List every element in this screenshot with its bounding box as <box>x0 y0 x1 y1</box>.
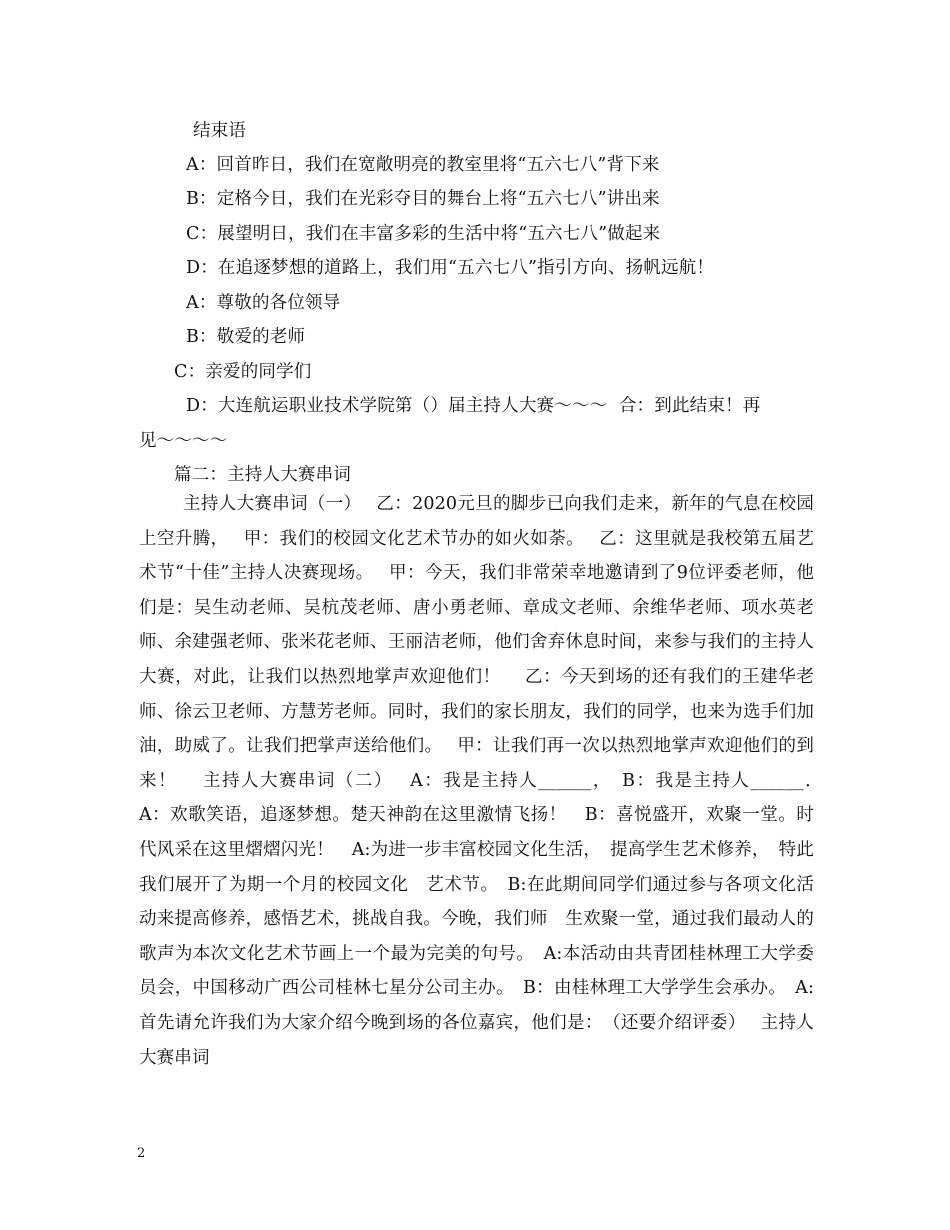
section-heading: 篇二：主持人大赛串词 <box>174 465 351 485</box>
dialogue-line-d-dream: D：在追逐梦想的道路上，我们用“五六七八”指引方向、扬帆远航！ <box>186 258 715 278</box>
dialogue-line-c-students: C：亲爱的同学们 <box>174 362 312 382</box>
page-number: 2 <box>137 1146 146 1161</box>
closing-heading: 结束语 <box>193 121 247 141</box>
dialogue-line-goodbye: 见～～～～ <box>139 431 228 451</box>
dialogue-line-a-leaders: A：尊敬的各位领导 <box>186 293 341 313</box>
dialogue-line-b-teachers: B：敬爱的老师 <box>186 327 306 347</box>
dialogue-line-b-today: B：定格今日，我们在光彩夺目的舞台上将“五六七八”讲出来 <box>186 189 660 209</box>
dialogue-line-d-ending: D：大连航运职业技术学院第（）届主持人大赛～～～ 合：到此结束！再 <box>186 396 761 416</box>
dialogue-line-c-tomorrow: C：展望明日，我们在丰富多彩的生活中将“五六七八”做起来 <box>186 224 661 244</box>
dialogue-line-a-yesterday: A：回首昨日，我们在宽敞明亮的教室里将“五六七八”背下来 <box>186 155 660 175</box>
body-paragraph: 主持人大赛串词（一） 乙：2020元旦的脚步已向我们走来，新年的气息在校园上空升腾， 甲：我们的校园文化艺术节办的如火如荼。 乙：这里就是我校第五届艺术节“十佳”主持人决赛现场。 甲：今天，我们非常荣幸地邀请到了9位评委老师，他们是：吴生动老师、吴杭茂老师、唐小勇老师、章成文老师、余维华老师、项水英老师、余建强老师、张米花老师、王丽洁老师，他们舍弃休息时间，来参与我们的主持人大赛，对此，让我们以热烈地掌声欢迎他们！ 乙：今天到场的还有我们的王建华老师、徐云卫老师、方慧芳老师。同时，我们的家长朋友，我们的同学，也来为选手们加油，助威了。让我们把掌声送给他们。 甲：让我们再一次以热烈地掌声欢迎他们的到来！ 主持人大赛串词（二） A：我是主持人______， B：我是主持人______． A：欢歌笑语，追逐梦想。楚天神韵在这里激情飞扬！ B：喜悦盛开，欢聚一堂。时代风采在这里熠熠闪光！ A:为进一步丰富校园文化生活， 提高学生艺术修养， 特此我们展开了为期一个月的校园文化 艺术节。 B:在此期间同学们通过参与各项文化活动来提高修养，感悟艺术，挑战自我。今晚，我们师 生欢聚一堂，通过我们最动人的歌声为本次文化艺术节画上一个最为完美的句号。 A:本活动由共青团桂林理工大学委员会，中国移动广西公司桂林七星分公司主办。 B：由桂林理工大学学生会承办。 A:首先请允许我们为大家介绍今晚到场的各位嘉宾，他们是： （还要介绍评委） 主持人大赛串词 <box>139 494 832 1068</box>
